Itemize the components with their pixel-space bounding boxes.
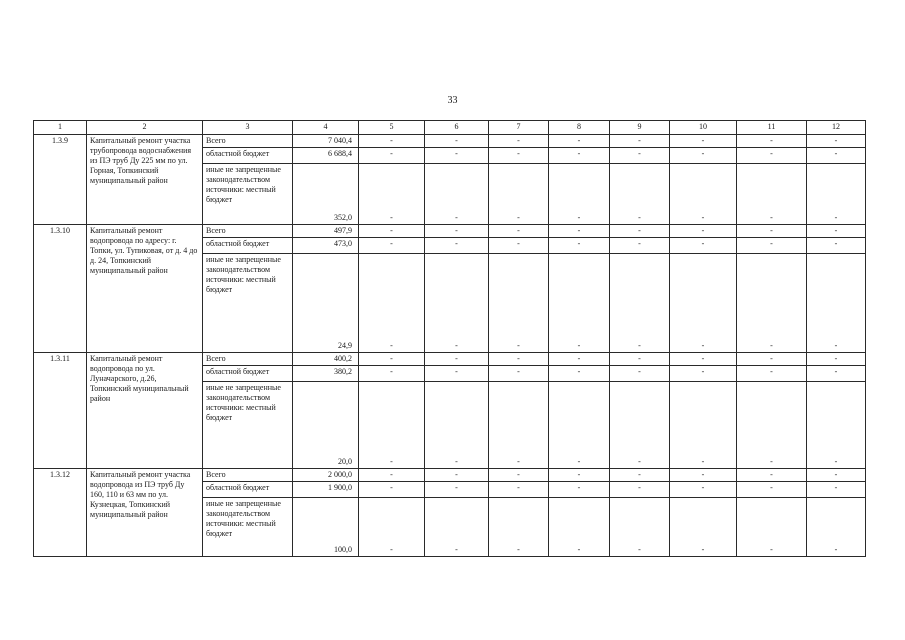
- funding-source: областной бюджет: [203, 238, 293, 254]
- column-header: 11: [737, 121, 807, 135]
- year-value: -: [737, 498, 807, 557]
- year-value: -: [807, 148, 866, 164]
- total-amount: 24,9: [293, 254, 359, 353]
- year-value: -: [489, 382, 549, 469]
- year-value: -: [425, 469, 489, 482]
- year-value: -: [610, 164, 670, 225]
- entry-name: Капитальный ремонт водопровода по ул. Луначарского, д.26, Топкинский муниципальный район: [87, 353, 203, 469]
- year-value: -: [737, 225, 807, 238]
- year-value: -: [670, 482, 737, 498]
- year-value: -: [359, 482, 425, 498]
- column-header: 10: [670, 121, 737, 135]
- year-value: -: [670, 353, 737, 366]
- year-value: -: [359, 135, 425, 148]
- funding-source: иные не запрещенные законодательством источники: местный бюджет: [203, 498, 293, 557]
- table-row: [34, 353, 866, 366]
- year-value: -: [425, 353, 489, 366]
- total-amount: 473,0: [293, 238, 359, 254]
- total-amount: 6 688,4: [293, 148, 359, 164]
- year-value: -: [610, 135, 670, 148]
- year-value: -: [737, 353, 807, 366]
- year-value: -: [670, 254, 737, 353]
- year-value: -: [549, 482, 610, 498]
- year-value: -: [610, 254, 670, 353]
- entry-name: Капитальный ремонт водопровода по адресу: г. Топки, ул. Тупиковая, от д. 4 до д. 24, Топкинский муниципальный район: [87, 225, 203, 353]
- year-value: -: [359, 164, 425, 225]
- year-value: -: [737, 482, 807, 498]
- year-value: -: [670, 225, 737, 238]
- year-value: -: [359, 382, 425, 469]
- total-amount: 380,2: [293, 366, 359, 382]
- year-value: -: [807, 254, 866, 353]
- year-value: -: [425, 135, 489, 148]
- year-value: -: [359, 498, 425, 557]
- entry-number: 1.3.12: [34, 469, 87, 557]
- year-value: -: [425, 225, 489, 238]
- year-value: -: [425, 382, 489, 469]
- year-value: -: [359, 254, 425, 353]
- year-value: -: [425, 498, 489, 557]
- column-header-row: [34, 121, 866, 135]
- year-value: -: [737, 135, 807, 148]
- total-amount: 2 000,0: [293, 469, 359, 482]
- total-amount: 1 900,0: [293, 482, 359, 498]
- funding-source: областной бюджет: [203, 148, 293, 164]
- year-value: -: [670, 469, 737, 482]
- year-value: -: [610, 353, 670, 366]
- year-value: -: [610, 238, 670, 254]
- year-value: -: [610, 498, 670, 557]
- year-value: -: [670, 498, 737, 557]
- funding-source: Всего: [203, 353, 293, 366]
- funding-source: Всего: [203, 135, 293, 148]
- total-amount: 497,9: [293, 225, 359, 238]
- year-value: -: [549, 353, 610, 366]
- year-value: -: [549, 254, 610, 353]
- year-value: -: [737, 238, 807, 254]
- year-value: -: [549, 366, 610, 382]
- entry-name: Капитальный ремонт участка водопровода из ПЭ труб Ду 160, 110 и 63 мм по ул. Кузнецкая, Топкинский муниципальный район: [87, 469, 203, 557]
- column-header: 8: [549, 121, 610, 135]
- column-header: 4: [293, 121, 359, 135]
- year-value: -: [670, 366, 737, 382]
- year-value: -: [359, 148, 425, 164]
- year-value: -: [670, 135, 737, 148]
- year-value: -: [359, 366, 425, 382]
- column-header: 7: [489, 121, 549, 135]
- year-value: -: [549, 238, 610, 254]
- year-value: -: [737, 366, 807, 382]
- year-value: -: [610, 225, 670, 238]
- entry-number: 1.3.9: [34, 135, 87, 225]
- year-value: -: [807, 469, 866, 482]
- year-value: -: [549, 164, 610, 225]
- year-value: -: [610, 148, 670, 164]
- total-amount: 7 040,4: [293, 135, 359, 148]
- year-value: -: [549, 498, 610, 557]
- year-value: -: [807, 225, 866, 238]
- year-value: -: [610, 469, 670, 482]
- column-header: 2: [87, 121, 203, 135]
- total-amount: 100,0: [293, 498, 359, 557]
- total-amount: 20,0: [293, 382, 359, 469]
- year-value: -: [610, 366, 670, 382]
- year-value: -: [610, 482, 670, 498]
- year-value: -: [737, 164, 807, 225]
- year-value: -: [737, 382, 807, 469]
- year-value: -: [807, 366, 866, 382]
- year-value: -: [359, 469, 425, 482]
- year-value: -: [670, 382, 737, 469]
- year-value: -: [807, 164, 866, 225]
- table-row: [34, 225, 866, 238]
- table-body: [34, 121, 866, 557]
- column-header: 6: [425, 121, 489, 135]
- column-header: 12: [807, 121, 866, 135]
- funding-source: иные не запрещенные законодательством источники: местный бюджет: [203, 382, 293, 469]
- column-header: 3: [203, 121, 293, 135]
- year-value: -: [549, 148, 610, 164]
- table-row: [34, 135, 866, 148]
- table-row: [34, 469, 866, 482]
- year-value: -: [737, 148, 807, 164]
- year-value: -: [807, 482, 866, 498]
- year-value: -: [425, 238, 489, 254]
- year-value: -: [737, 469, 807, 482]
- year-value: -: [807, 498, 866, 557]
- year-value: -: [489, 225, 549, 238]
- funding-source: иные не запрещенные законодательством источники: местный бюджет: [203, 164, 293, 225]
- year-value: -: [489, 254, 549, 353]
- year-value: -: [425, 366, 489, 382]
- year-value: -: [807, 135, 866, 148]
- year-value: -: [549, 225, 610, 238]
- column-header: 9: [610, 121, 670, 135]
- column-header: 1: [34, 121, 87, 135]
- year-value: -: [489, 164, 549, 225]
- year-value: -: [670, 148, 737, 164]
- year-value: -: [489, 482, 549, 498]
- year-value: -: [489, 353, 549, 366]
- year-value: -: [489, 366, 549, 382]
- total-amount: 400,2: [293, 353, 359, 366]
- funding-source: областной бюджет: [203, 366, 293, 382]
- year-value: -: [807, 382, 866, 469]
- year-value: -: [549, 469, 610, 482]
- year-value: -: [807, 353, 866, 366]
- year-value: -: [670, 164, 737, 225]
- year-value: -: [489, 238, 549, 254]
- year-value: -: [359, 353, 425, 366]
- entry-number: 1.3.10: [34, 225, 87, 353]
- year-value: -: [737, 254, 807, 353]
- column-header: 5: [359, 121, 425, 135]
- year-value: -: [489, 148, 549, 164]
- year-value: -: [489, 469, 549, 482]
- year-value: -: [425, 254, 489, 353]
- year-value: -: [610, 382, 670, 469]
- budget-table: [33, 120, 866, 557]
- funding-source: иные не запрещенные законодательством источники: местный бюджет: [203, 254, 293, 353]
- year-value: -: [359, 238, 425, 254]
- year-value: -: [807, 238, 866, 254]
- year-value: -: [549, 382, 610, 469]
- entry-number: 1.3.11: [34, 353, 87, 469]
- year-value: -: [489, 498, 549, 557]
- year-value: -: [549, 135, 610, 148]
- entry-name: Капитальный ремонт участка трубопровода водоснабжения из ПЭ труб Ду 225 мм по ул. Горная, Топкинский муниципальный район: [87, 135, 203, 225]
- year-value: -: [425, 164, 489, 225]
- year-value: -: [489, 135, 549, 148]
- year-value: -: [670, 238, 737, 254]
- page-number: 33: [447, 95, 458, 106]
- funding-source: Всего: [203, 469, 293, 482]
- funding-source: Всего: [203, 225, 293, 238]
- year-value: -: [359, 225, 425, 238]
- total-amount: 352,0: [293, 164, 359, 225]
- year-value: -: [425, 148, 489, 164]
- funding-source: областной бюджет: [203, 482, 293, 498]
- year-value: -: [425, 482, 489, 498]
